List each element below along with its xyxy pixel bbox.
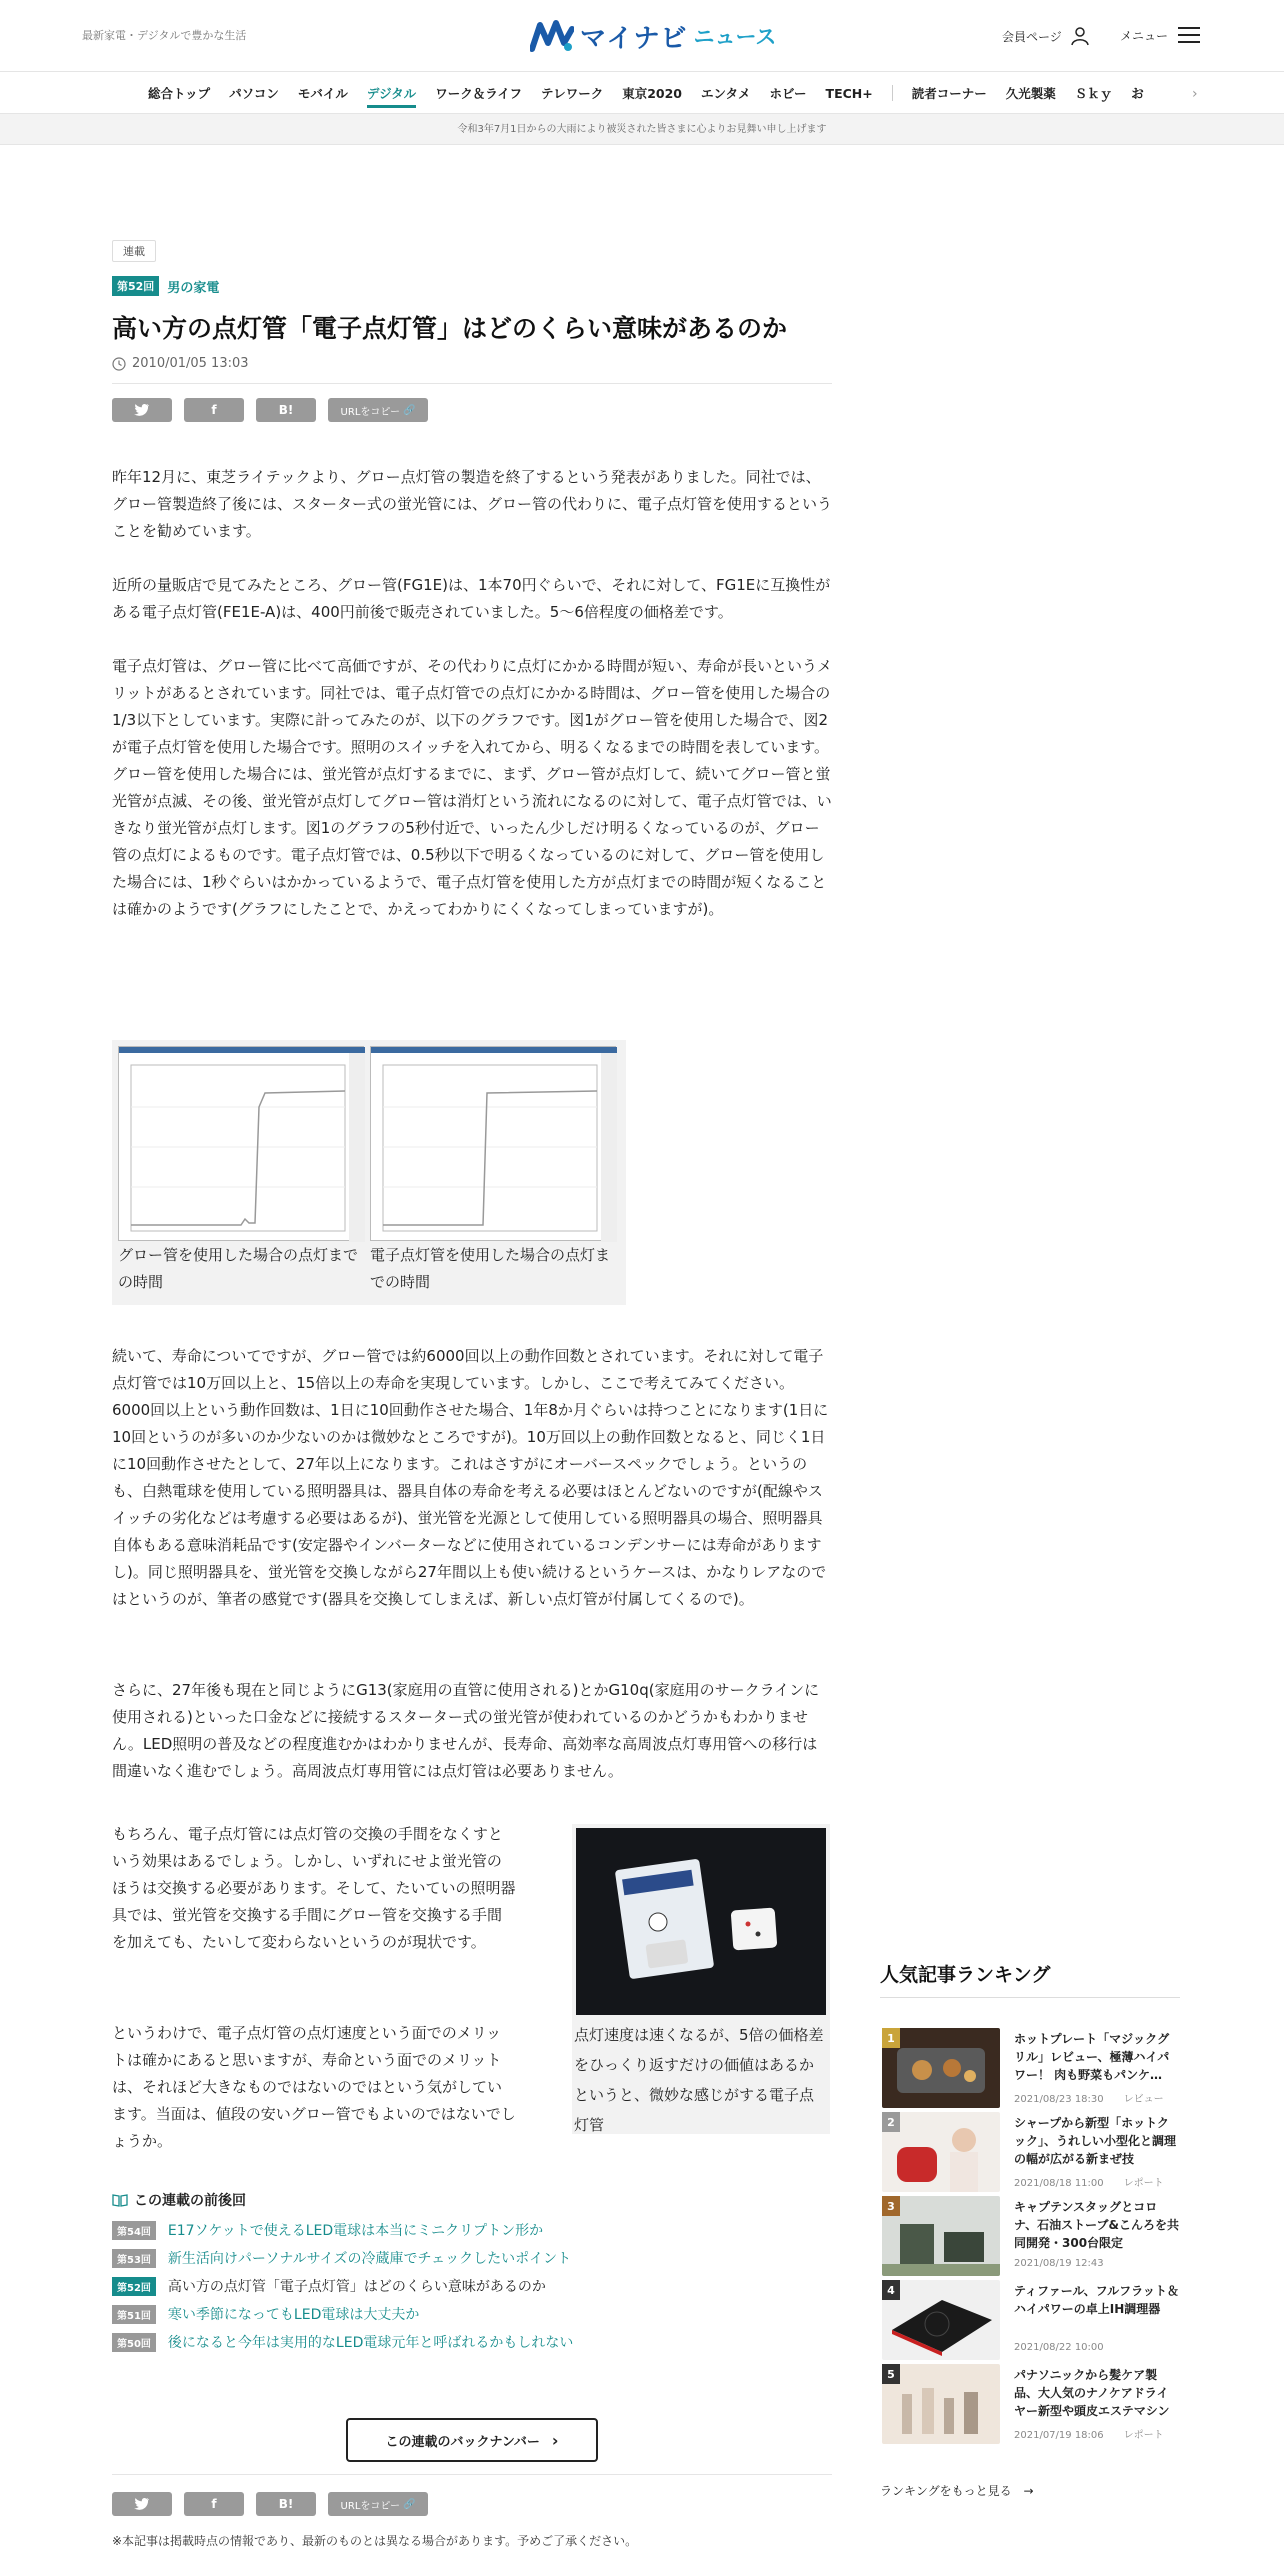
ranking-date: 2021/08/23 18:30 レビュー	[1014, 2094, 1164, 2105]
article-footnote: ※本記事は掲載時点の情報であり、最新のものとは異なる場合があります。予めご了承ください。	[112, 2534, 638, 2548]
related-badge: 第52回	[112, 2277, 156, 2296]
glow-graph-image	[119, 1047, 365, 1242]
related-current-title: 高い方の点灯管「電子点灯管」はどのくらい意味があるのか	[167, 2279, 546, 2295]
logo-text: マイナビ	[580, 23, 688, 54]
rank-number: 3	[882, 2196, 900, 2216]
nav-item-entame[interactable]: エンタメ	[701, 86, 751, 101]
hamburger-icon	[1178, 26, 1200, 44]
nav-item-hobby[interactable]: ホビー	[769, 86, 807, 101]
article-tag[interactable]: 連載	[112, 240, 156, 262]
site-header	[0, 0, 1284, 72]
back-number-button[interactable]	[346, 2418, 598, 2462]
paragraph-3: 電子点灯管は、グロー管に比べて高価ですが、その代わりに点灯にかかる時間が短い、寿命が長いというメリットがあるとされています。同社では、電子点灯管での点灯にかかる時間は、グロー管を使用した場合の1/3以下としています。実際に計ってみたのが、以下のグラフです。図1がグロー管を使用した場合で、図2が電子点灯管を使用した場合です。照明のスイッチを入れてから、明るくなるまでの時間を表しています。グロー管を使用した場合には、蛍光管が点灯するまでに、まず、グロー管が点灯して、続いてグロー管と蛍光管が点滅、その後、蛍光管が点灯してグロー管は消灯という流れになるのに対して、電子点灯管では、いきなり蛍光管が点灯します。図1のグラフの5秒付近で、いったん少しだけ明るくなっているのが、グロー管の点灯によるものです。電子点灯管では、0.5秒以下で明るくなっているのに対して、グロー管を使用した場合には、1秒ぐらいはかかっているようで、電子点灯管を使用した方が点灯までの時間が短くなることは確かのようです(グラフにしたことで、かえってわかりにくくなってしまっていますが)。	[112, 657, 833, 918]
paragraph-5: さらに、27年後も現在と同じようにG13(家庭用の直管に使用される)とかG10q(家庭用のサークラインに使用される)といった口金などに接続するスターター式の蛍光管が使われているのかどうかもわかりません。LED照明の普及などの程度進むかはわかりませんが、長寿命、高効率な高周波点灯専用管への移行は間違いなく進むでしょう。高周波点灯専用管には点灯管は必要ありません。	[112, 1681, 820, 1780]
series-name-link[interactable]: 男の家電	[167, 280, 220, 296]
paragraph-2: 近所の量販店で見てみたところ、グロー管(FG1E)は、1本70円ぐらいで、それに対して、FG1Eに互換性がある電子点灯管(FE1E-A)は、400円前後で販売されていました。5～6倍程度の価格差です。	[112, 576, 831, 621]
ranking-heading: 人気記事ランキング	[880, 1960, 1180, 1998]
related-link[interactable]: 新生活向けパーソナルサイズの冷蔵庫でチェックしたいポイント	[167, 2251, 572, 2267]
share-facebook-button[interactable]	[184, 2492, 244, 2516]
related-item-current	[112, 2276, 832, 2296]
related-badge: 第51回	[112, 2305, 156, 2324]
related-badge: 第54回	[112, 2221, 156, 2240]
publish-date	[112, 356, 832, 384]
rank-number: 2	[882, 2112, 900, 2132]
related-articles	[112, 2190, 832, 2352]
nav-item-mobile[interactable]: モバイル	[297, 86, 348, 101]
share-twitter-button[interactable]	[112, 398, 172, 422]
related-link[interactable]: 後になると今年は実用的なLED電球元年と呼ばれるかもしれない	[167, 2335, 574, 2351]
link-icon: 🔗	[403, 404, 416, 416]
ranking-item[interactable]	[880, 2280, 1180, 2360]
paragraph-4: 続いて、寿命についてですが、グロー管では約6000回以上の動作回数とされています。それに対して電子点灯管では10万回以上と、15倍以上の寿命を実現しています。しかし、ここで考えてみてください。6000回以上という動作回数は、1日に10回動作させた場合、1年8か月ぐらいは持つことになります(1日に10回というのが多いのか少ないのかは微妙なところですが)。10万回以上の動作回数となると、同じく1日に10回動作させたとして、27年以上になります。これはさすがにオーバースペックでしょう。というのも、白熱電球を使用している照明器具は、器具自体の寿命を考える必要はほとんどないのですが(配線やスイッチの劣化などは考慮する必要はあるが)、蛍光管を光源として使用している照明器具の場合、照明器具自体もある意味消耗品です(安定器やインバーターなどに使用されているコンデンサーには寿命がありますし)。同じ照明器具を、蛍光管を交換しながら27年間以上も使い続けるというケースは、かなりレアなのではというのが、筆者の感覚です(器具を交換してしまえば、新しい点灯管が付属してくるので)。	[112, 1347, 829, 1608]
arrow-right-icon: →	[1023, 2484, 1034, 2498]
publish-date-text: 2010/01/05 13:03	[132, 356, 249, 371]
site-logo[interactable]	[530, 16, 776, 56]
book-icon	[112, 2193, 128, 2207]
menu-button[interactable]	[1120, 26, 1200, 44]
figure-pair	[112, 1040, 626, 1305]
related-item[interactable]	[112, 2220, 832, 2240]
article-title: 高い方の点灯管「電子点灯管」はどのくらい意味があるのか	[112, 314, 788, 343]
hatena-icon: B!	[278, 403, 294, 417]
ranking-date: 2021/07/19 18:06 レポート	[1014, 2430, 1164, 2441]
share-bar-top	[112, 398, 832, 422]
ranking-title[interactable]: シャープから新型「ホットクック」、うれしい小型化と調理の幅が広がる新まぜ技	[1014, 2116, 1177, 2166]
related-badge: 第50回	[112, 2333, 156, 2352]
ranking-title[interactable]: キャプテンスタッグとコロナ、石油ストーブ&こんろを共同開発・300台限定	[1014, 2200, 1180, 2250]
nav-item-sky[interactable]: Ｓｋｙ	[1074, 86, 1113, 101]
nav-item-work-life[interactable]: ワーク＆ライフ	[435, 86, 522, 101]
paragraph-7: というわけで、電子点灯管の点灯速度という面でのメリットは確かにあると思いますが、寿命という面でのメリットは、それほど大きなものではないのではという気がしています。当面は、値段の安いグロー管でもよいのではないでしょうか。	[112, 2024, 516, 2150]
related-badge: 第53回	[112, 2249, 156, 2268]
ranking-title[interactable]: ホットプレート「マジックグリル」レビュー、極薄ハイパワー！ 肉も野菜もパンケ…	[1014, 2032, 1170, 2082]
user-icon	[1070, 26, 1090, 46]
ranking-date: 2021/08/22 10:00	[1014, 2342, 1104, 2353]
notice-banner: 令和3年7月1日からの大雨により被災された皆さまに心よりお見舞い申し上げます	[0, 114, 1284, 145]
nav-item-tech[interactable]: TECH+	[825, 85, 873, 101]
copy-url-button[interactable]	[328, 2492, 428, 2516]
share-hatena-button[interactable]	[256, 398, 316, 422]
site-tagline: 最新家電・デジタルで豊かな生活	[82, 29, 247, 42]
copy-url-label: URLをコピー	[340, 2500, 400, 2512]
member-page-link[interactable]	[1002, 26, 1090, 46]
ranking-item[interactable]	[880, 2364, 1180, 2444]
ranking-more-label: ランキングをもっと見る	[880, 2484, 1012, 2498]
nav-divider	[892, 85, 893, 101]
series-number-badge: 第52回	[112, 276, 159, 296]
nav-item-hisamitsu[interactable]: 久光製薬	[1005, 86, 1056, 101]
member-label: 会員ページ	[1002, 29, 1062, 44]
ranking-item[interactable]	[880, 2112, 1180, 2192]
share-twitter-button[interactable]	[112, 2492, 172, 2516]
chevron-right-icon: ›	[551, 2430, 559, 2450]
figure-2-caption: 電子点灯管を使用した場合の点灯までの時間	[370, 1246, 611, 1291]
nav-item-tokyo2020[interactable]: 東京2020	[622, 86, 683, 101]
rank-number: 1	[882, 2028, 900, 2048]
twitter-icon	[134, 2497, 150, 2511]
logo-subtext: ニュース	[693, 25, 777, 49]
starter-photo-caption: 点灯速度は速くなるが、5倍の価格差をひっくり返すだけの価値はあるかというと、微妙な感じがする電子点灯管	[574, 2026, 824, 2134]
share-bar-bottom	[112, 2492, 428, 2516]
ranking-date: 2021/08/19 12:43	[1014, 2258, 1104, 2269]
starter-photo-image[interactable]	[572, 1824, 830, 2019]
article	[112, 240, 832, 923]
related-heading	[112, 2190, 832, 2210]
share-facebook-button[interactable]	[184, 398, 244, 422]
nav-item-digital[interactable]: デジタル	[367, 78, 416, 108]
ranking-more-link[interactable]	[880, 2482, 1034, 2499]
nav-next-icon[interactable]: ›	[1192, 86, 1198, 102]
related-item[interactable]	[112, 2332, 832, 2352]
ranking-item[interactable]	[880, 2028, 1180, 2108]
category-nav	[0, 72, 1284, 114]
related-link[interactable]: 寒い季節になってもLED電球は大丈夫か	[167, 2307, 420, 2323]
clock-icon	[112, 357, 126, 371]
copy-url-button[interactable]	[328, 398, 428, 422]
related-heading-text: この連載の前後回	[134, 2193, 246, 2209]
paragraph-1: 昨年12月に、東芝ライテックより、グロー点灯管の製造を終了するという発表がありました。同社では、グロー管製造終了後には、スターター式の蛍光管には、グロー管の代わりに、電子点灯管を使用するということを勧めています。	[112, 468, 833, 540]
figure-1-caption: グロー管を使用した場合の点灯までの時間	[118, 1246, 359, 1291]
ranking-title[interactable]: パナソニックから髪ケア製品、大人気のナノケアドライヤー新型や頭皮エステマシン	[1014, 2368, 1170, 2418]
hatena-icon: B!	[278, 2497, 294, 2511]
ranking-date: 2021/08/18 11:00 レポート	[1014, 2178, 1164, 2189]
link-icon: 🔗	[403, 2498, 416, 2510]
nav-item-telework[interactable]: テレワーク	[540, 86, 604, 101]
nav-item-more[interactable]: お	[1131, 86, 1144, 101]
share-hatena-button[interactable]	[256, 2492, 316, 2516]
twitter-icon	[134, 403, 150, 417]
copy-url-label: URLをコピー	[340, 406, 400, 418]
related-item[interactable]	[112, 2248, 832, 2268]
nav-item-pc[interactable]: パソコン	[229, 86, 279, 101]
starter-photo-figure	[572, 1824, 830, 2134]
related-link[interactable]: E17ソケットで使えるLED電球は本当にミニクリプトン形か	[167, 2223, 544, 2239]
ranking-title[interactable]: ティファール、フルフラット＆ハイパワーの卓上IH調理器	[1014, 2284, 1179, 2316]
rank-number: 5	[882, 2364, 900, 2384]
facebook-icon: f	[211, 403, 217, 417]
back-number-label: この連載のバックナンバー	[385, 2434, 540, 2450]
nav-item-top[interactable]: 総合トップ	[148, 86, 211, 101]
figure-2-electronic-graph[interactable]	[370, 1046, 616, 1241]
ranking-item[interactable]	[880, 2196, 1180, 2276]
menu-label: メニュー	[1120, 28, 1169, 43]
ranking-panel	[880, 1960, 1180, 2441]
figure-1-glow-graph[interactable]	[118, 1046, 364, 1241]
nav-item-readers[interactable]: 読者コーナー	[911, 86, 987, 101]
facebook-icon: f	[211, 2497, 217, 2511]
logo-mark-icon	[530, 19, 574, 53]
paragraph-6: もちろん、電子点灯管には点灯管の交換の手間をなくすという効果はあるでしょう。しかし、いずれにせよ蛍光管のほうは交換する必要があります。そして、たいていの照明器具では、蛍光管を交換する手間にグロー管を交換する手間を加えても、たいして変わらないというのが現状です。	[112, 1825, 516, 1951]
divider	[112, 2474, 832, 2475]
rank-number: 4	[882, 2280, 900, 2300]
electronic-graph-image	[371, 1047, 617, 1242]
related-item[interactable]	[112, 2304, 832, 2324]
